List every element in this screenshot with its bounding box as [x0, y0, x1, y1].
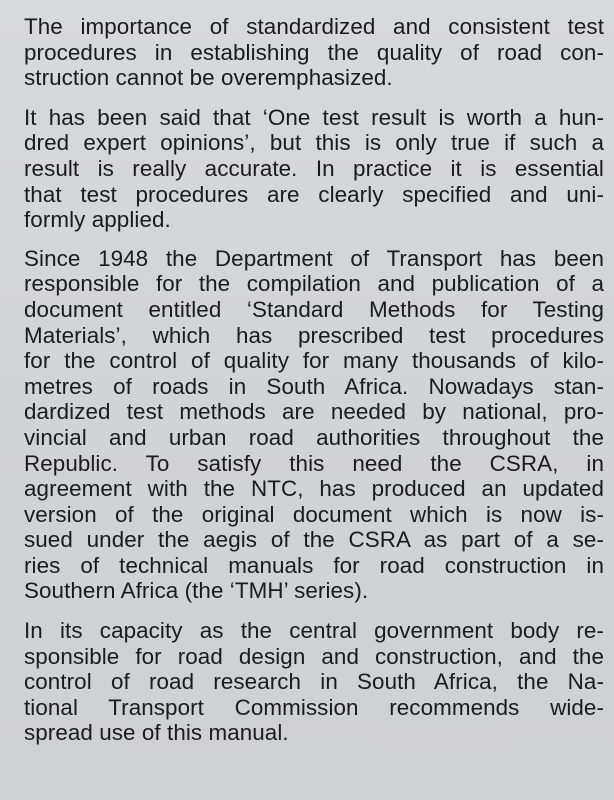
paragraph-ntc-recommendation [24, 618, 604, 746]
text-line: struction cannot be overemphasized. [24, 65, 393, 91]
text-line: that test procedures are clearly specified and uni- [24, 181, 604, 207]
text-line: Since 1948 the Department of Transport has been [24, 245, 604, 271]
text-line: version of the original document which is now is- [24, 501, 604, 527]
text-line: Materials’, which has prescribed test procedures [24, 322, 604, 348]
text-line: Republic. To satisfy this need the CSRA, in [24, 450, 604, 476]
text-line: dred expert opinions’, but this is only true if such a [24, 130, 604, 156]
text-line: spread use of this manual. [24, 720, 289, 746]
text-line: formly applied. [24, 207, 171, 233]
text-line: tional Transport Commission recommends wide- [24, 694, 604, 720]
text-line: for the control of quality for many thousands of kilo- [24, 348, 604, 374]
text-line: procedures in establishing the quality of road con- [24, 39, 604, 65]
text-line: In its capacity as the central government body re- [24, 618, 604, 644]
text-line: vincial and urban road authorities throughout the [24, 424, 604, 450]
paragraph-test-result-quote [24, 105, 604, 233]
text-line: control of road research in South Africa, the Na- [24, 669, 604, 695]
text-line: The importance of standardized and consistent test [24, 14, 604, 39]
text-line: result is really accurate. In practice it is essential [24, 155, 604, 181]
text-line: It has been said that ‘One test result is worth a hun- [24, 104, 604, 130]
paragraph-standardized-procedures [24, 14, 604, 91]
text-line: document entitled ‘Standard Methods for Testing [24, 296, 604, 322]
text-line: ries of technical manuals for road construction in [24, 552, 604, 578]
text-line: sued under the aegis of the CSRA as part of a se- [24, 527, 604, 553]
text-line: Southern Africa (the ‘TMH’ series). [24, 578, 369, 604]
text-line: responsible for the compilation and publication of a [24, 271, 604, 297]
text-line: dardized test methods are needed by national, pro- [24, 399, 604, 425]
text-line: metres of roads in South Africa. Nowadays stan- [24, 373, 604, 399]
paragraph-department-history [24, 246, 604, 604]
text-line: sponsible for road design and construction, and the [24, 643, 604, 669]
text-line: agreement with the NTC, has produced an updated [24, 476, 604, 502]
